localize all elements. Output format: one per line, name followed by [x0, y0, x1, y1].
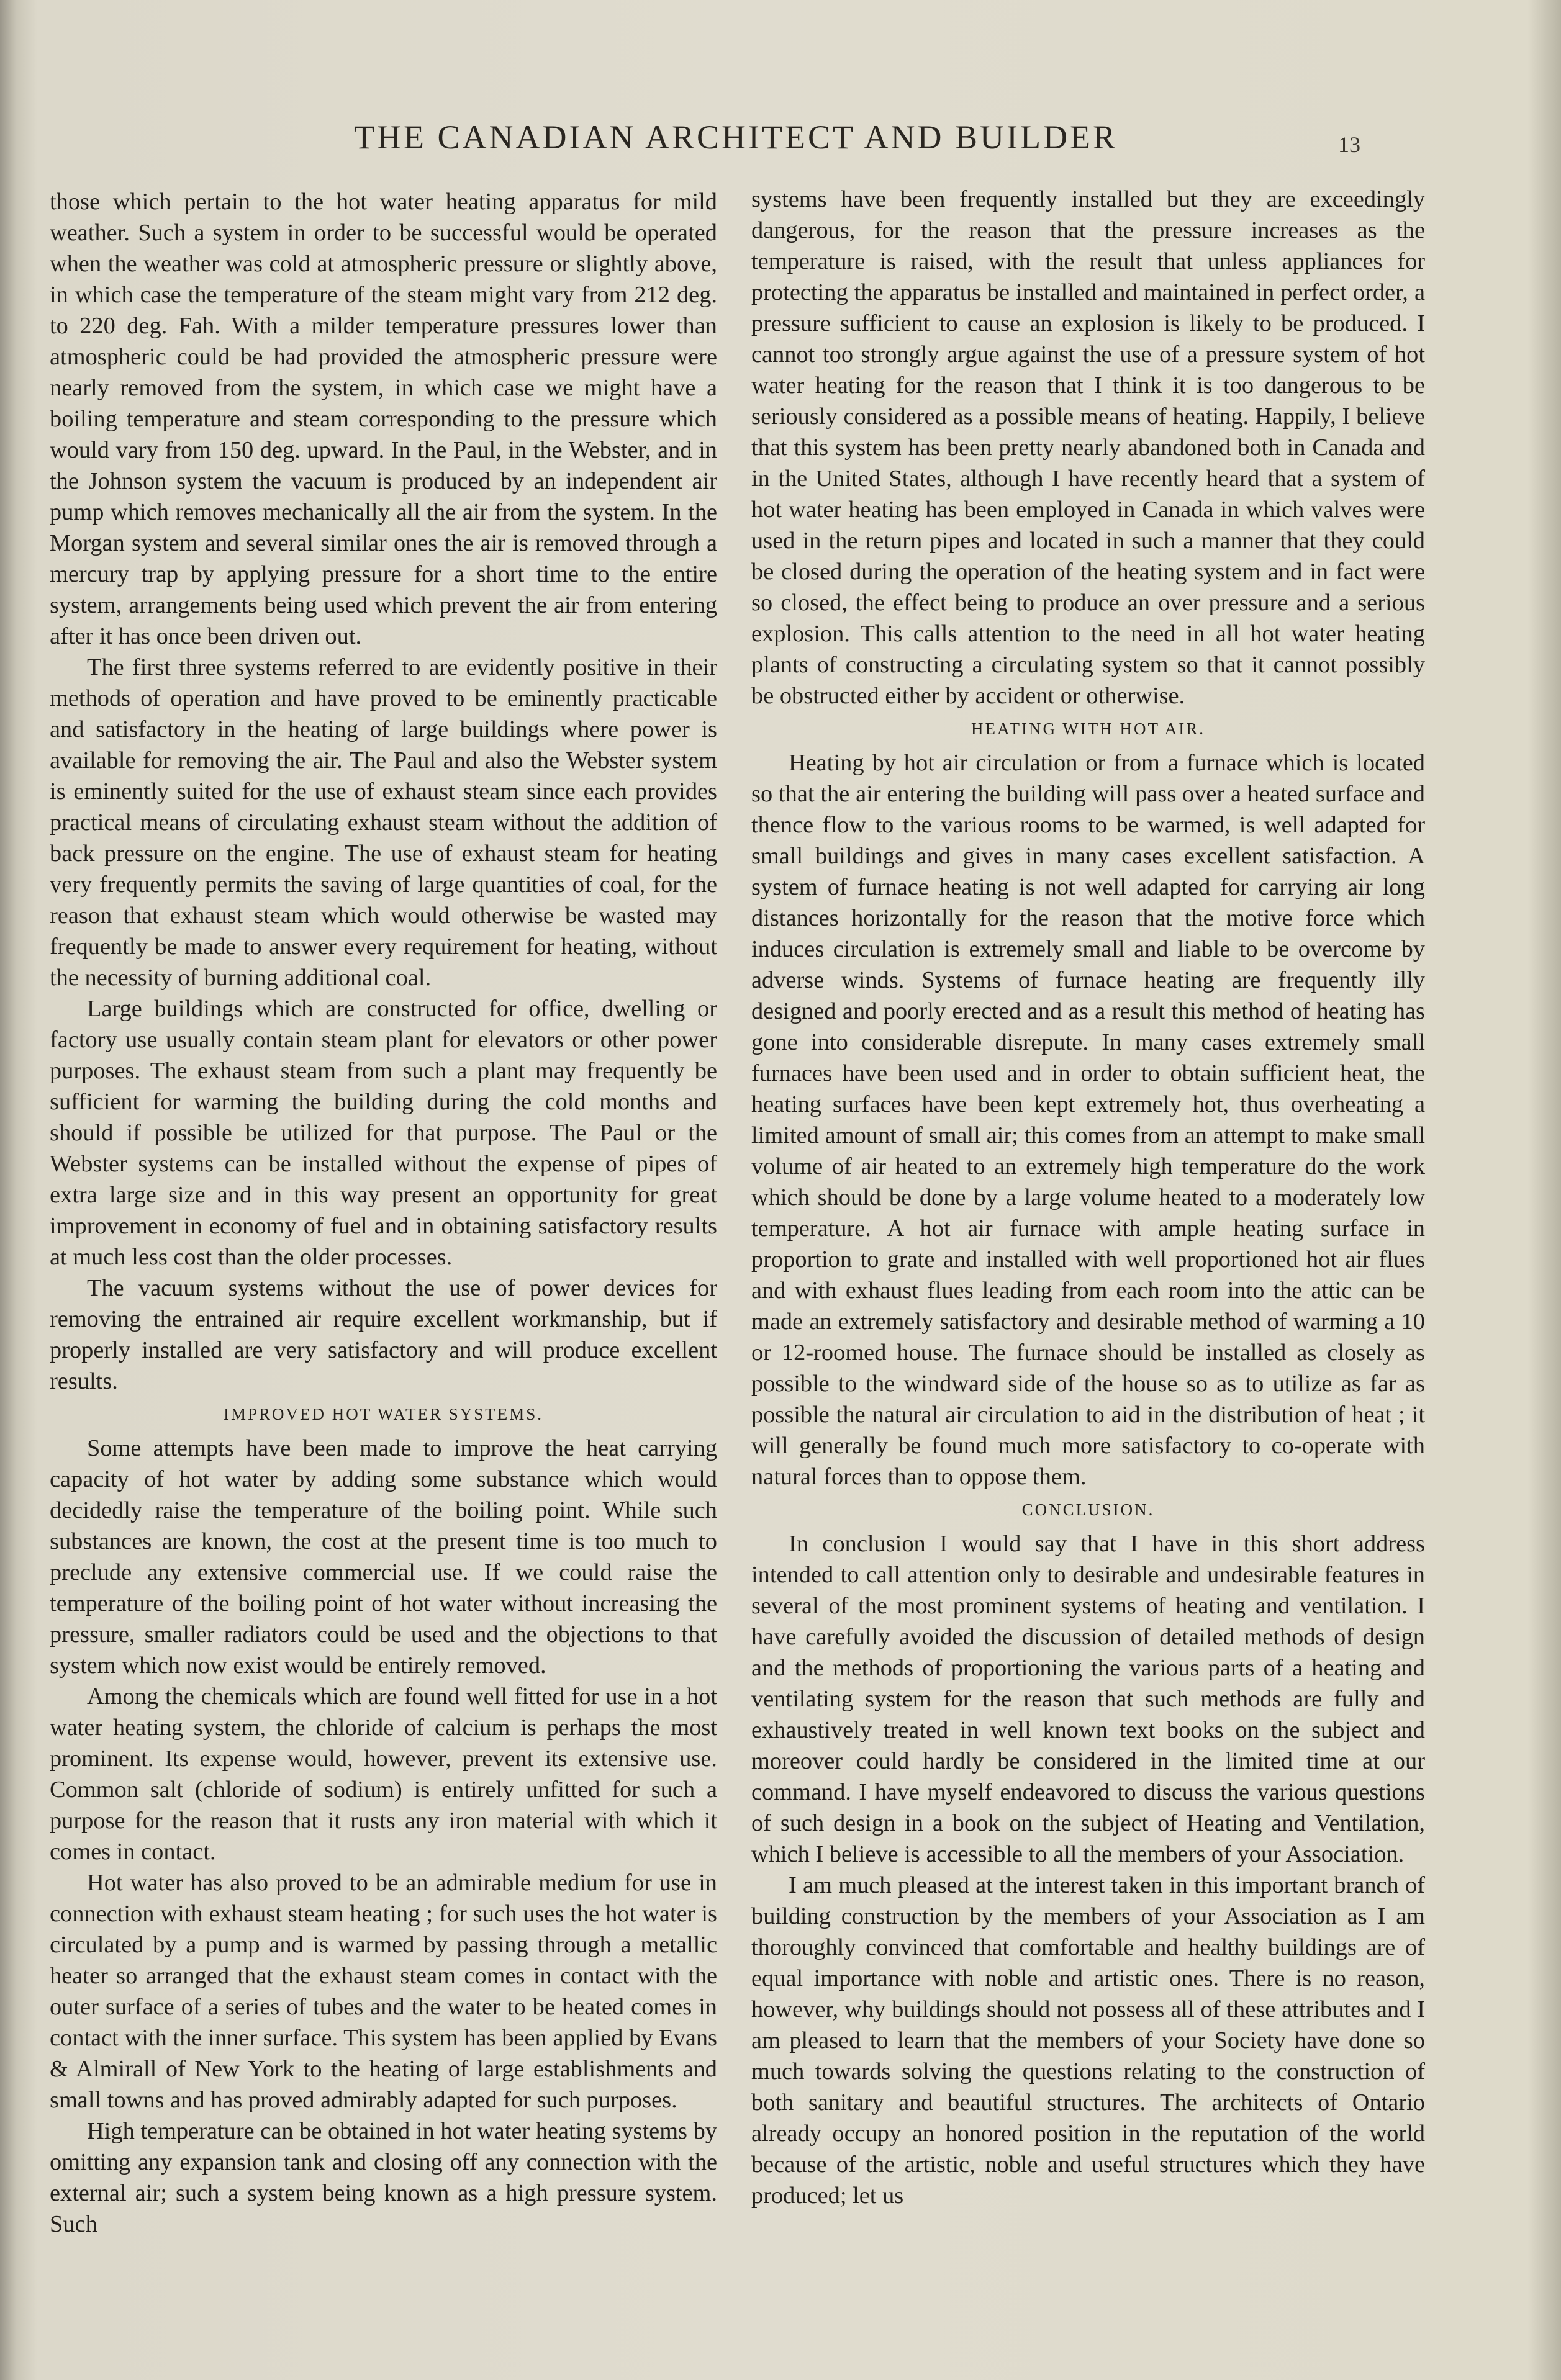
page-number: 13 [1338, 132, 1360, 157]
paragraph: Large buildings which are constructed for office, dwelling or factory use usually contain steam plant for elevators or other power purposes. The exhaust steam from such a plant may frequently be sufficient for warming the building during the cold months and should if possible be utilized for that purpose. The Paul or the Webster systems can be installed without the expense of pipes of extra large size and in this way present an opportunity for great improvement in economy of fuel and in obtaining satisfactory results at much less cost than the older processes. [50, 996, 717, 1270]
paragraph: Hot water has also proved to be an admirable medium for use in connection with exhaust steam heating ; for such uses the hot water is circulated by a pump and is warmed by passing through a metallic heater so arranged that the exhaust steam comes in contact with the outer surface of a series of tubes and the water to be heated comes in contact with the inner surface. This system has been applied by Evans & Almirall of New York to the heating of large establishments and small towns and has proved admirably adapted for such purposes. [50, 1870, 717, 2113]
section-heading-conclusion: CONCLUSION. [1021, 1500, 1155, 1519]
section-heading-hot-air: HEATING WITH HOT AIR. [971, 719, 1205, 738]
paragraph: Heating by hot air circulation or from a furnace which is located so that the air entering the building will pass over a heated surface and thence flow to the various rooms to be warmed, is well adapted for small buildings and gives in many cases excellent satisfaction. A system of furnace heating is not well adapted for carrying air long distances horizontally for the reason that the motive force which induces circulation is extremely small and liable to be overcome by adverse winds. Systems of furnace heating are frequently illy designed and poorly erected and as a result this method of heating has gone into considerable disrepute. In many cases extremely small furnaces have been used and in order to obtain sufficient heat, the heating surfaces have been kept extremely hot, thus overheating a limited amount of small air; this comes from an attempt to make small volume of air heated to an extremely high temperature do the work which should be done by a large volume heated to a moderately low temperature. A hot air furnace with ample heating surface in proportion to grate and installed with well proportioned hot air flues and with exhaust flues leading from each room into the attic can be made an extremely satisfactory and desirable method of warming a 10 or 12-roomed house. The furnace should be installed as closely as possible to the windward side of the house so as to utilize as far as possible the natural air circulation to aid in the distribution of heat ; it will generally be found much more satisfactory to co-operate with natural forces than to oppose them. [751, 750, 1425, 1490]
section-heading-improved-hot-water: IMPROVED HOT WATER SYSTEMS. [223, 1405, 544, 1423]
paragraph: I am much pleased at the interest taken in this important branch of building construction by the members of your Association as I am thoroughly convinced that comfortable and healthy buildings are of equal importance with noble and artistic ones. There is no reason, however, why buildings should not possess all of these attributes and I am pleased to learn that the members of your Society have done so much towards solving the questions relating to the construction of both sanitary and beautiful structures. The architects of Ontario already occupy an honored position in the reputation of the world because of the artistic, noble and useful structures which they have produced; let us [751, 1872, 1425, 2209]
paragraph: The first three systems referred to are evidently positive in their methods of operation and have proved to be eminently practicable and satisfactory in the heating of large buildings where power is available for removing the air. The Paul and also the Webster system is eminently suited for the use of exhaust steam since each provides practical means of circulating exhaust steam without the addition of back pressure on the engine. The use of exhaust steam for heating very frequently permits the saving of large quantities of coal, for the reason that exhaust steam which would otherwise be wasted may frequently be made to answer every requirement for heating, without the necessity of burning additional coal. [50, 654, 717, 991]
paragraph: High temperature can be obtained in hot water heating systems by omitting any expansion tank and closing off any connection with the external air; such a system being known as a high pressure system. Such [50, 2118, 717, 2237]
paragraph: systems have been frequently installed but they are exceedingly dangerous, for the reason that the pressure increases as the temperature is raised, with the result that unless appliances for protecting the apparatus be installed and maintained in perfect order, a pressure sufficient to cause an explosion is likely to be produced. I cannot too strongly argue against the use of a pressure system of hot water heating for the reason that I think it is too dangerous to be seriously considered as a possible means of heating. Happily, I believe that this system has been pretty nearly abandoned both in Canada and in the United States, although I have recently heard that a system of hot water heating has been employed in Canada in which valves were used in the return pipes and located in such a manner that they could be closed during the operation of the heating system and in fact were so closed, the effect being to produce an over pressure and a serious explosion. This calls attention to the need in all hot water heating plants of constructing a circulating system so that it cannot possibly be obstructed either by accident or otherwise. [751, 186, 1425, 709]
paragraph: In conclusion I would say that I have in this short address intended to call attention only to desirable and undesirable features in several of the most prominent systems of heating and ventilation. I have carefully avoided the discussion of detailed methods of design and the methods of proportioning the various parts of a heating and ventilating system for the reason that such methods are fully and exhaustively treated in well known text books on the subject and moreover could hardly be considered in the limited time at our command. I have myself endeavored to discuss the various questions of such design in a book on the subject of Heating and Ventilation, which I believe is accessible to all the members of your Association. [751, 1531, 1425, 1867]
right-column [751, 184, 1425, 2211]
paragraph: those which pertain to the hot water heating apparatus for mild weather. Such a system in order to be successful would be operated when the weather was cold at atmospheric pressure or slightly above, in which case the temperature of the steam might vary from 212 deg. to 220 deg. Fah. With a milder temperature pressures lower than atmospheric could be had provided the atmospheric pressure were nearly removed from the system, in which case we might have a boiling temperature and steam corresponding to the pressure which would vary from 150 deg. upward. In the Paul, in the Webster, and in the Johnson system the vacuum is produced by an independent air pump which removes mechanically all the air from the system. In the Morgan system and several similar ones the air is removed through a mercury trap by applying pressure for a short time to the entire system, arrangements being used which prevent the air from entering after it has once been driven out. [50, 189, 717, 649]
paragraph: Among the chemicals which are found well fitted for use in a hot water heating system, the chloride of calcium is perhaps the most prominent. Its expense would, however, prevent its extensive use. Common salt (chloride of sodium) is entirely unfitted for such a purpose for the reason that it rusts any iron material with which it comes in contact. [50, 1684, 717, 1865]
paragraph: Some attempts have been made to improve the heat carrying capacity of hot water by adding some substance which would decidedly raise the temperature of the boiling point. While such substances are known, the cost at the present time is too much to preclude any extensive commercial use. If we could raise the temperature of the boiling point of hot water without increasing the pressure, smaller radiators could be used and the objections to that system which now exist would be entirely removed. [50, 1435, 717, 1679]
running-header: THE CANADIAN ARCHITECT AND BUILDER [354, 119, 1118, 156]
paragraph: The vacuum systems without the use of power devices for removing the entrained air require excellent workmanship, but if properly installed are very satisfactory and will produce excellent results. [50, 1275, 717, 1394]
left-column [50, 186, 717, 2240]
